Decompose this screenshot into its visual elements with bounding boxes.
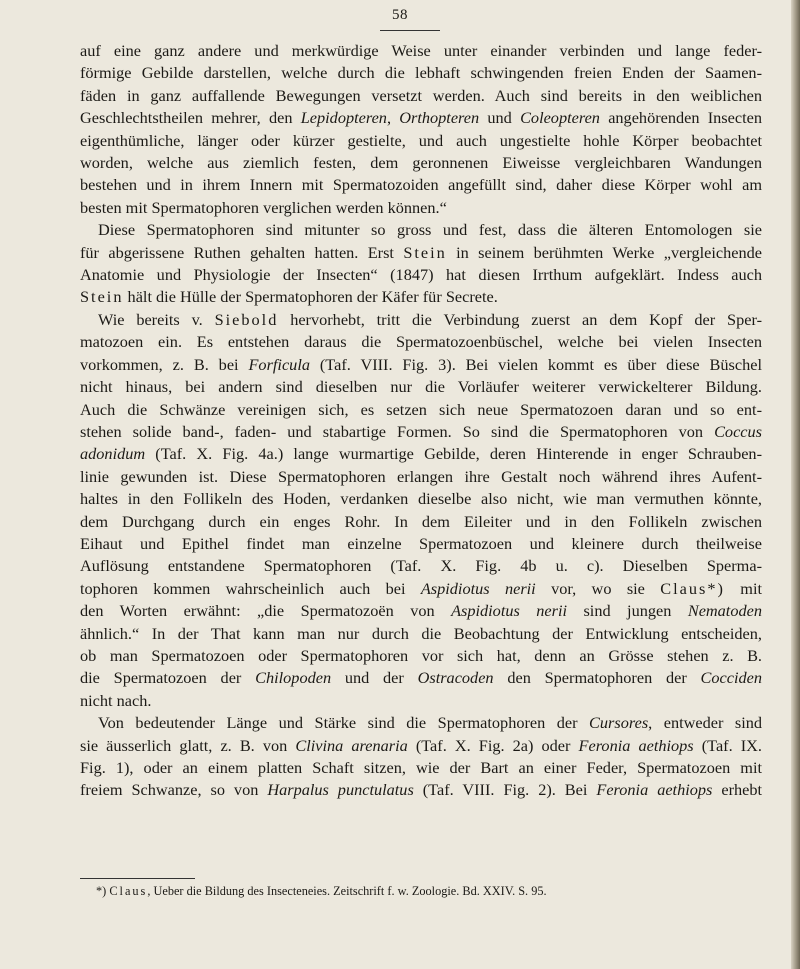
text-line: [80, 466, 762, 488]
text-line: [80, 555, 762, 577]
text-run: ähnlich.“ In der That kann man nur durch die Beobachtung der Entwicklung entscheiden,: [80, 623, 762, 643]
italic-term: Ostracoden: [417, 668, 494, 688]
text-run: sind jungen: [567, 601, 688, 621]
text-line: [80, 421, 762, 443]
italic-term: Coccus: [714, 421, 762, 441]
italic-term: Aspidiotus nerii: [451, 601, 568, 621]
text-run: förmige Gebilde darstellen, welche durch die lebhaft schwingenden freien Enden der Saamen-: [80, 63, 762, 83]
text-line: [80, 309, 762, 331]
italic-term: Cursores: [589, 713, 649, 733]
italic-term: Lepidopteren: [300, 108, 387, 128]
footnote-text: , Ueber die Bildung des Insecteneies. Zeitschrift f. w. Zoologie. Bd. XXIV. S. 95.: [147, 884, 547, 898]
text-run: Geschlechtstheilen mehrer, den: [80, 108, 301, 128]
text-run: Fig. 1), oder an einem platten Schaft sitzen, wie der Bart an einer Feder, Spermatozoen mit: [80, 758, 762, 777]
text-run: erhebt: [712, 780, 763, 800]
text-line: [80, 735, 762, 757]
text-run: Eihaut und Epithel findet man einzelne Spermatozoen und kleinere durch theilweise: [80, 533, 762, 553]
text-line: [80, 174, 762, 196]
text-run: ob man Spermatozoen oder Spermatophoren vor sich hat, denn an Grösse stehen z. B.: [80, 645, 762, 665]
text-line: [80, 219, 762, 241]
text-line: [80, 130, 762, 152]
text-run: eigenthümliche, länger oder kürzer gestielte, und auch ungestielte hohle Körper beobachtet: [80, 130, 762, 150]
text-run: bestehen und in ihrem Innern mit Spermatozoiden angefüllt sind, daher diese Körper wohl am: [80, 175, 762, 195]
text-line: [80, 690, 762, 712]
text-run: freiem Schwanze, so von: [80, 780, 268, 800]
text-line: [80, 107, 762, 129]
text-run: (Taf. X. Fig. 4a.) lange wurmartige Gebilde, deren Hinterende in enger Schrauben-: [145, 444, 762, 464]
text-run: Anatomie und Physiologie der Insecten“ (1847) hat diesen Irrthum aufgeklärt. Indess auch: [80, 265, 762, 285]
italic-term: Forficula: [248, 354, 310, 374]
text-run: (Taf. X. Fig. 2a) oder: [407, 735, 579, 755]
text-run: stehen solide band-, faden- und stabartige Formen. So sind die Spermatophoren von: [80, 421, 715, 441]
text-run: fäden in ganz auffallende Bewegungen versetzt werden. Auch sind bereits in den weiblichen: [80, 85, 762, 105]
italic-term: Orthopteren: [399, 108, 480, 128]
text-run: (Taf. VIII. Fig. 2). Bei: [413, 780, 597, 800]
text-line: [80, 667, 762, 689]
italic-term: Harpalus punctulatus: [267, 780, 414, 800]
page-number: 58: [392, 7, 408, 23]
text-run: Diese Spermatophoren sind mitunter so gross und fest, dass die älteren Entomologen sie: [98, 220, 762, 240]
footnote-marker: *): [96, 884, 110, 898]
italic-term: Clivina arenaria: [295, 735, 408, 755]
text-run: den Spermatophoren der: [493, 668, 701, 688]
text-run: tophoren kommen wahrscheinlich auch bei: [80, 578, 421, 598]
author-name: Claus*): [660, 578, 725, 598]
text-run: linie gewunden ist. Diese Spermatophoren erlangen ihre Gestalt noch während ihres Aufent-: [80, 466, 762, 486]
text-run: hält die Hülle der Spermatophoren der Käfer für Secrete.: [123, 287, 498, 307]
text-run: dem Durchgang durch ein enges Rohr. In dem Eileiter und in den Follikeln zwischen: [80, 511, 762, 531]
text-run: Wie bereits v.: [98, 309, 215, 329]
text-run: für abgerissene Ruthen gehalten hatten. Erst: [80, 242, 404, 262]
text-run: besten mit Spermatophoren verglichen werden können.“: [80, 197, 447, 217]
page-edge: [791, 0, 800, 969]
text-run: in seinem berühmten Werke „vergleichende: [446, 242, 762, 262]
text-line: [80, 757, 762, 779]
text-line: [80, 578, 762, 600]
text-run: worden, welche aus ziemlich festen, dem geronnenen Eiweisse vergleichbaren Wandungen: [80, 153, 762, 173]
text-run: (Taf. IX.: [693, 735, 763, 755]
text-line: [80, 533, 762, 555]
text-line: [80, 645, 762, 667]
author-name: Stein: [403, 242, 447, 262]
author-name: Siebold: [214, 309, 279, 329]
text-run: und der: [331, 668, 418, 688]
footnote-author: Claus: [109, 884, 148, 898]
text-line: [80, 488, 762, 510]
text-line: [80, 443, 762, 465]
text-run: die Spermatozoen der: [80, 668, 256, 688]
italic-term: Chilopoden: [255, 668, 332, 688]
footnote-rule: [80, 878, 195, 879]
text-line: [80, 85, 762, 107]
text-line: [80, 376, 762, 398]
text-run: angehörenden Insecten: [599, 108, 762, 128]
text-line: [80, 623, 762, 645]
text-line: [80, 331, 762, 353]
text-line: [80, 62, 762, 84]
text-line: [80, 511, 762, 533]
text-run: vor, wo sie: [535, 578, 661, 598]
text-run: vorkommen, z. B. bei: [80, 354, 249, 374]
text-run: mit: [724, 578, 762, 598]
text-run: auf eine ganz andere und merkwürdige Weise unter einander verbinden und lange feder-: [80, 41, 762, 60]
text-line: [80, 712, 762, 734]
text-line: [80, 600, 762, 622]
text-run: und: [479, 108, 521, 128]
text-run: sie äusserlich glatt, z. B. von: [80, 735, 296, 755]
text-line: [80, 399, 762, 421]
text-run: den Worten erwähnt: „die Spermatozoën von: [80, 601, 452, 621]
text-line: [80, 354, 762, 376]
italic-term: Coleopteren: [520, 108, 600, 128]
text-run: (Taf. VIII. Fig. 3). Bei vielen kommt es über diese Büschel: [309, 354, 762, 374]
text-line: [80, 197, 762, 219]
text-line: [80, 286, 762, 308]
text-run: nicht nach.: [80, 690, 152, 710]
italic-term: Feronia aethiops: [596, 780, 713, 800]
italic-term: Nematoden: [687, 601, 762, 621]
text-line: [80, 152, 762, 174]
text-run: ,: [386, 108, 400, 128]
text-line: [80, 779, 762, 801]
text-run: nicht hinaus, bei andern sind dieselben nur die Vorläufer weiterer verwickelterer Bildung.: [80, 377, 762, 397]
italic-term: Aspidiotus nerii: [420, 578, 536, 598]
body-text: [80, 40, 762, 802]
text-run: haltes in den Follikeln des Hoden, verdanken dieselbe also nicht, wie man vermuthen könnte,: [80, 489, 762, 509]
text-line: [80, 264, 762, 286]
italic-term: Cocciden: [700, 668, 763, 688]
text-run: Von bedeutender Länge und Stärke sind die Spermatophoren der: [98, 713, 590, 733]
text-line: [80, 242, 762, 264]
text-run: Auch die Schwänze vereinigen sich, es setzen sich neue Spermatozoen daran und so ent-: [80, 399, 762, 419]
header-rule: [380, 30, 440, 31]
text-run: hervorhebt, tritt die Verbindung zuerst an dem Kopf der Sper-: [278, 309, 762, 329]
text-run: matozoen ein. Es entstehen daraus die Spermatozoenbüschel, welche bei vielen Insecten: [80, 332, 762, 352]
italic-term: adonidum: [80, 444, 146, 464]
footnote: [96, 883, 736, 899]
text-line: [80, 40, 762, 62]
text-run: , entweder sind: [648, 713, 763, 733]
italic-term: Feronia aethiops: [578, 735, 694, 755]
text-run: Auflösung entstandene Spermatophoren (Taf. X. Fig. 4b u. c). Dieselben Sperma-: [80, 556, 762, 576]
author-name: Stein: [80, 287, 124, 307]
